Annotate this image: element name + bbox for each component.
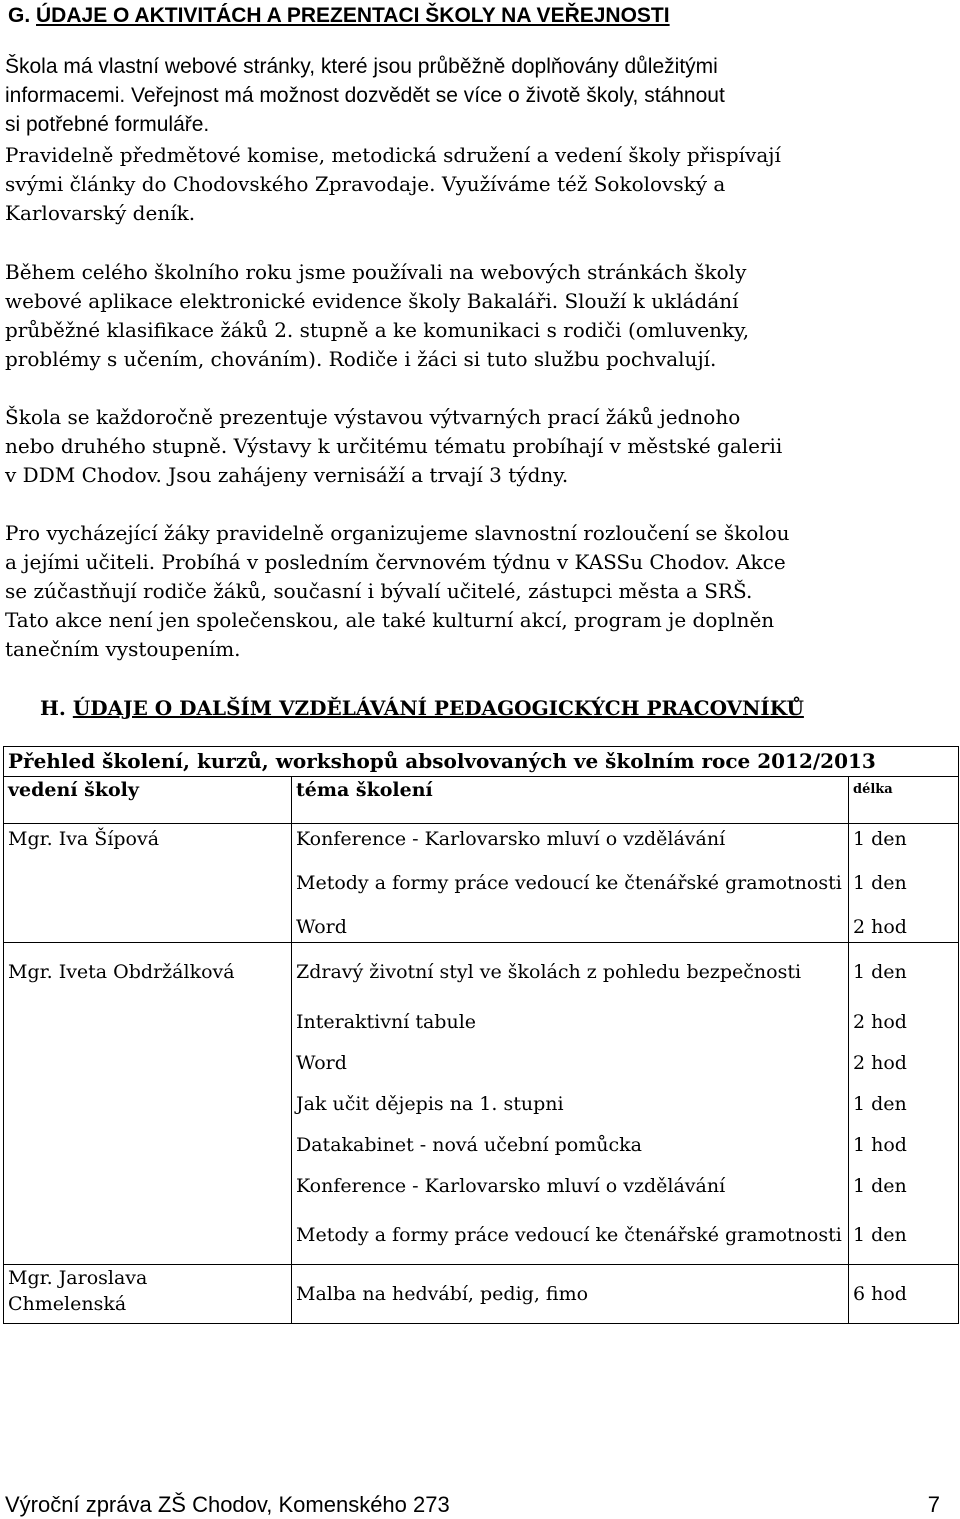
text-line: průběžné klasifikace žáků 2. stupně a ke komunikaci s rodiči (omluvenky, — [5, 318, 750, 342]
duration-item: 1 den — [853, 1174, 907, 1197]
staff-name: Mgr. Jaroslava Chmelenská — [8, 1267, 148, 1315]
text-line: webové aplikace elektronické evidence školy Bakaláři. Slouží k ukládání — [5, 289, 739, 313]
text-line: Škola se každoročně prezentuje výstavou výtvarných prací žáků jednoho — [5, 405, 741, 429]
duration-item: 2 hod — [853, 1010, 907, 1033]
paragraph-press — [5, 141, 945, 228]
section-g-title: ÚDAJE O AKTIVITÁCH A PREZENTACI ŠKOLY NA VEŘEJNOSTI — [36, 4, 670, 27]
topic-item: Jak učit dějepis na 1. stupni — [296, 1092, 564, 1115]
section-g-heading — [8, 2, 948, 30]
training-table — [3, 746, 959, 1324]
text-line: Pro vycházející žáky pravidelně organizujeme slavnostní rozloučení se školou — [5, 521, 790, 545]
text-line: problémy s učením, chováním). Rodiče i žáci si tuto službu pochvalují. — [5, 347, 717, 371]
duration-item: 2 hod — [853, 916, 907, 938]
topic-item: Datakabinet - nová učební pomůcka — [296, 1133, 642, 1156]
text-line: se zúčastňují rodiče žáků, současní i bývalí učitelé, zástupci města a SRŠ. — [5, 579, 753, 603]
paragraph-farewell — [5, 519, 945, 664]
section-h-title: ÚDAJE O DALŠÍM VZDĚLÁVÁNÍ PEDAGOGICKÝCH PRACOVNÍKŮ — [72, 696, 804, 720]
page-number: 7 — [927, 1492, 940, 1517]
durations-cell — [849, 943, 959, 1265]
table-row — [4, 943, 959, 1265]
section-h-heading — [40, 694, 940, 722]
paragraph-bakalari — [5, 258, 945, 374]
topic-item: Metody a formy práce vedoucí ke čtenářské gramotnosti — [296, 1224, 842, 1246]
topic-item: Malba na hedvábí, pedig, fimo — [296, 1283, 589, 1305]
topic-item: Metody a formy práce vedoucí ke čtenářské gramotnosti — [296, 872, 842, 894]
duration-item: 1 den — [853, 828, 907, 850]
text-line: tanečním vystoupením. — [5, 637, 241, 661]
text-line: Škola má vlastní webové stránky, které jsou průběžně doplňovány důležitými — [5, 55, 718, 78]
duration-item: 1 den — [853, 1224, 907, 1246]
duration-item: 1 den — [853, 961, 907, 983]
text-line: v DDM Chodov. Jsou zahájeny vernisáží a trvají 3 týdny. — [5, 463, 569, 487]
topics-cell — [292, 1265, 849, 1324]
staff-cell — [4, 943, 292, 1265]
duration-item: 1 den — [853, 1092, 907, 1115]
paragraph-website — [5, 52, 945, 139]
page-footer — [5, 1491, 940, 1519]
text-line: svými články do Chodovského Zpravodaje. Využíváme též Sokolovský a — [5, 172, 726, 196]
text-line: si potřebné formuláře. — [5, 113, 210, 136]
column-header-topic: téma školení — [292, 777, 849, 824]
durations-cell — [849, 824, 959, 943]
table-row — [4, 824, 959, 943]
text-line: Během celého školního roku jsme používali na webových stránkách školy — [5, 260, 747, 284]
topic-item: Word — [296, 916, 347, 938]
table-row — [4, 1265, 959, 1324]
topic-item: Konference - Karlovarsko mluví o vzdělávání — [296, 828, 726, 850]
staff-name: Mgr. Iva Šípová — [8, 828, 160, 850]
durations-cell — [849, 1265, 959, 1324]
text-line: Karlovarský deník. — [5, 201, 196, 225]
topics-cell — [292, 824, 849, 943]
column-header-staff: vedení školy — [4, 777, 292, 824]
duration-item: 1 hod — [853, 1133, 907, 1156]
staff-cell — [4, 1265, 292, 1324]
section-g-letter: G. — [8, 4, 31, 27]
duration-item: 1 den — [853, 872, 907, 894]
text-line: Tato akce není jen společenskou, ale také kulturní akcí, program je doplněn — [5, 608, 775, 632]
duration-item: 2 hod — [853, 1051, 907, 1074]
paragraph-exhibitions — [5, 403, 945, 490]
topic-item: Zdravý životní styl ve školách z pohledu bezpečnosti — [296, 961, 802, 983]
text-line: nebo druhého stupně. Výstavy k určitému tématu probíhají v městské galerii — [5, 434, 783, 458]
topic-item: Konference - Karlovarsko mluví o vzdělávání — [296, 1174, 726, 1197]
text-line: Pravidelně předmětové komise, metodická sdružení a vedení školy přispívají — [5, 143, 781, 167]
topic-item: Interaktivní tabule — [296, 1010, 477, 1033]
footer-title: Výroční zpráva ZŠ Chodov, Komenského 273 — [5, 1492, 450, 1517]
column-header-duration: délka — [849, 777, 959, 824]
text-line: a jejími učiteli. Probíhá v posledním červnovém týdnu v KASSu Chodov. Akce — [5, 550, 786, 574]
section-h-letter: H. — [40, 696, 66, 720]
topic-item: Word — [296, 1051, 347, 1074]
text-line: informacemi. Veřejnost má možnost dozvědět se více o životě školy, stáhnout — [5, 84, 725, 107]
topics-cell — [292, 943, 849, 1265]
duration-item: 6 hod — [853, 1283, 907, 1305]
staff-cell — [4, 824, 292, 943]
table-caption: Přehled školení, kurzů, workshopů absolvovaných ve školním roce 2012/2013 — [4, 747, 959, 777]
staff-name: Mgr. Iveta Obdržálková — [8, 961, 235, 983]
